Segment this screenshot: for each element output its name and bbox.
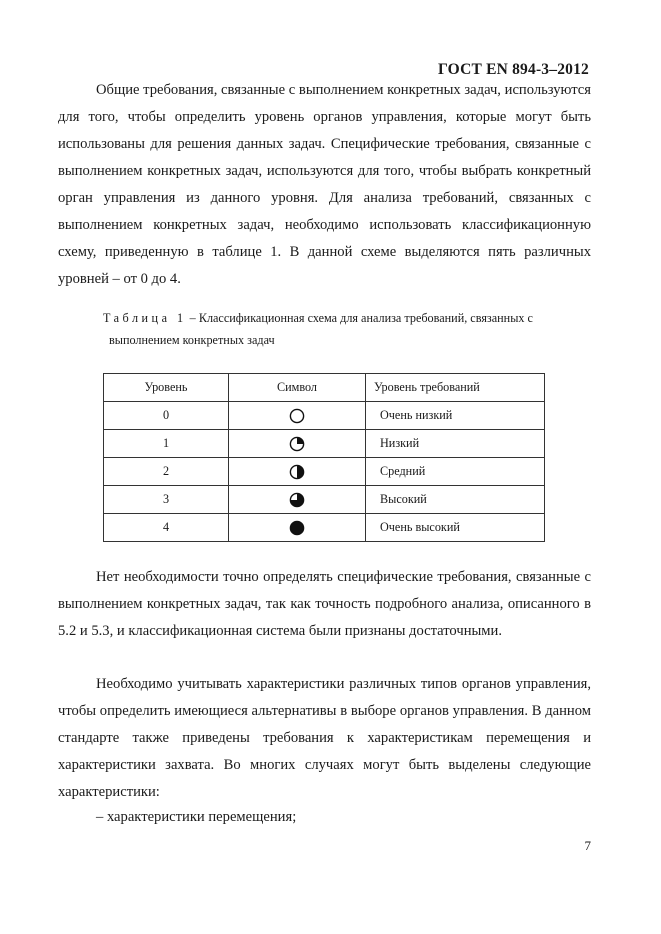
page-number: 7 xyxy=(584,838,591,853)
table-caption-text: – Классификационная схема для анализа требований, связанных с xyxy=(186,311,533,325)
standard-header: ГОСТ EN 894-3–2012 xyxy=(437,61,589,78)
header-requirement: Уровень требований xyxy=(366,374,545,402)
requirement-cell: Очень высокий xyxy=(366,514,545,542)
level-cell: 1 xyxy=(104,430,229,458)
circle-half-icon xyxy=(289,464,305,480)
circle-quarter-icon xyxy=(289,436,305,452)
circle-three-quarter-icon xyxy=(289,492,305,508)
requirement-cell: Высокий xyxy=(366,486,545,514)
table-caption-line2: выполнением конкретных задач xyxy=(109,333,275,347)
symbol-cell xyxy=(229,458,366,486)
circle-empty-icon xyxy=(289,408,305,424)
requirement-cell: Средний xyxy=(366,458,545,486)
paragraph-precision: Нет необходимости точно определять специфические требования, связанные с выполнением конкретных задач, так как точность подробного анализа, описанного в 5.2 и 5.3, и классификационная система были признаны достаточными. xyxy=(58,569,591,639)
table-row xyxy=(104,402,545,430)
table-caption xyxy=(103,307,591,351)
circle-full-icon xyxy=(289,520,305,536)
paragraph-characteristics: Необходимо учитывать характеристики различных типов органов управления, чтобы определить имеющиеся альтернативы в выборе органов управления. В данном стандарте также приведены требования к характеристикам перемещения и характеристики захвата. Во многих случаях могут быть выделены следующие характеристики: xyxy=(58,676,591,800)
list-item: – характеристики перемещения; xyxy=(96,809,297,825)
requirement-cell: Очень низкий xyxy=(366,402,545,430)
level-cell: 0 xyxy=(104,402,229,430)
symbol-cell xyxy=(229,430,366,458)
level-cell: 4 xyxy=(104,514,229,542)
symbol-cell xyxy=(229,402,366,430)
level-cell: 2 xyxy=(104,458,229,486)
table-row xyxy=(104,458,545,486)
header-symbol: Символ xyxy=(229,374,366,402)
table-row xyxy=(104,514,545,542)
table-caption-label: Таблица 1 xyxy=(103,311,187,325)
table-header-row xyxy=(104,374,545,402)
table-row xyxy=(104,430,545,458)
table-row xyxy=(104,486,545,514)
symbol-cell xyxy=(229,514,366,542)
classification-table xyxy=(103,373,545,542)
requirement-cell: Низкий xyxy=(366,430,545,458)
header-level: Уровень xyxy=(104,374,229,402)
paragraph-intro: Общие требования, связанные с выполнением конкретных задач, используются для того, чтобы определить уровень органов управления, которые могут быть использованы для решения данных задач. Специфические требования, связанные с выполнением конкретных задач, используются для того, чтобы выбрать конкретный орган управления из данного уровня. Для анализа требований, связанных с выполнением конкретных задач, необходимо использовать классификационную схему, приведенную в таблице 1. В данной схеме выделяются пять различных уровней – от 0 до 4. xyxy=(58,82,591,287)
level-cell: 3 xyxy=(104,486,229,514)
symbol-cell xyxy=(229,486,366,514)
